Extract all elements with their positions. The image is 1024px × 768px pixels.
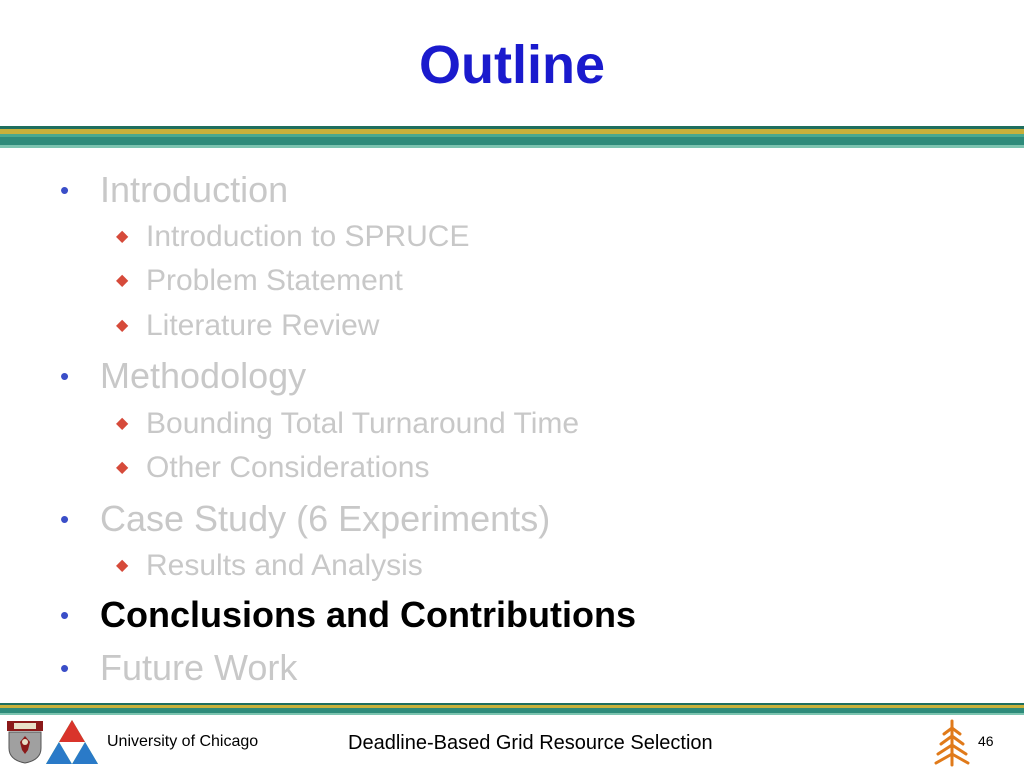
footer-presentation-title: Deadline-Based Grid Resource Selection [348, 732, 713, 754]
outline-item-label: Conclusions and Contributions [100, 594, 636, 635]
outline-item-label: Future Work [100, 647, 298, 688]
spruce-tree-logo-icon [930, 718, 974, 768]
slide-footer [0, 716, 1024, 768]
bullet-diamond-icon: ◆ [116, 557, 129, 574]
bullet-diamond-icon: ◆ [116, 317, 129, 334]
page-number: 46 [978, 733, 994, 749]
outline-item-label: Introduction [100, 169, 289, 210]
outline-subitem-label: Introduction to SPRUCE [146, 220, 470, 253]
footer-divider [0, 703, 1024, 715]
university-crest-icon [6, 720, 44, 764]
slide-title: Outline [419, 35, 605, 95]
bullet-diamond-icon: ◆ [116, 459, 129, 476]
bullet-dot-icon: • [60, 175, 70, 205]
bullet-dot-icon: • [60, 653, 70, 683]
outline-item-label: Methodology [100, 355, 307, 396]
bullet-dot-icon: • [60, 361, 70, 391]
footer-institution: University of Chicago [107, 733, 259, 750]
outline-subitem-label: Other Considerations [146, 451, 430, 484]
bullet-diamond-icon: ◆ [116, 272, 129, 289]
title-divider [0, 126, 1024, 148]
bullet-diamond-icon: ◆ [116, 415, 129, 432]
outline-item-label: Case Study (6 Experiments) [100, 498, 551, 539]
outline-subitem-label: Problem Statement [146, 264, 403, 297]
triangle-logo-icon [44, 718, 100, 766]
bullet-diamond-icon: ◆ [116, 228, 129, 245]
outline-subitem-label: Results and Analysis [146, 549, 423, 582]
outline-subitem-label: Bounding Total Turnaround Time [146, 407, 580, 440]
bullet-dot-icon: • [60, 504, 70, 534]
outline-subitem-label: Literature Review [146, 309, 380, 342]
bullet-dot-icon: • [60, 600, 70, 630]
